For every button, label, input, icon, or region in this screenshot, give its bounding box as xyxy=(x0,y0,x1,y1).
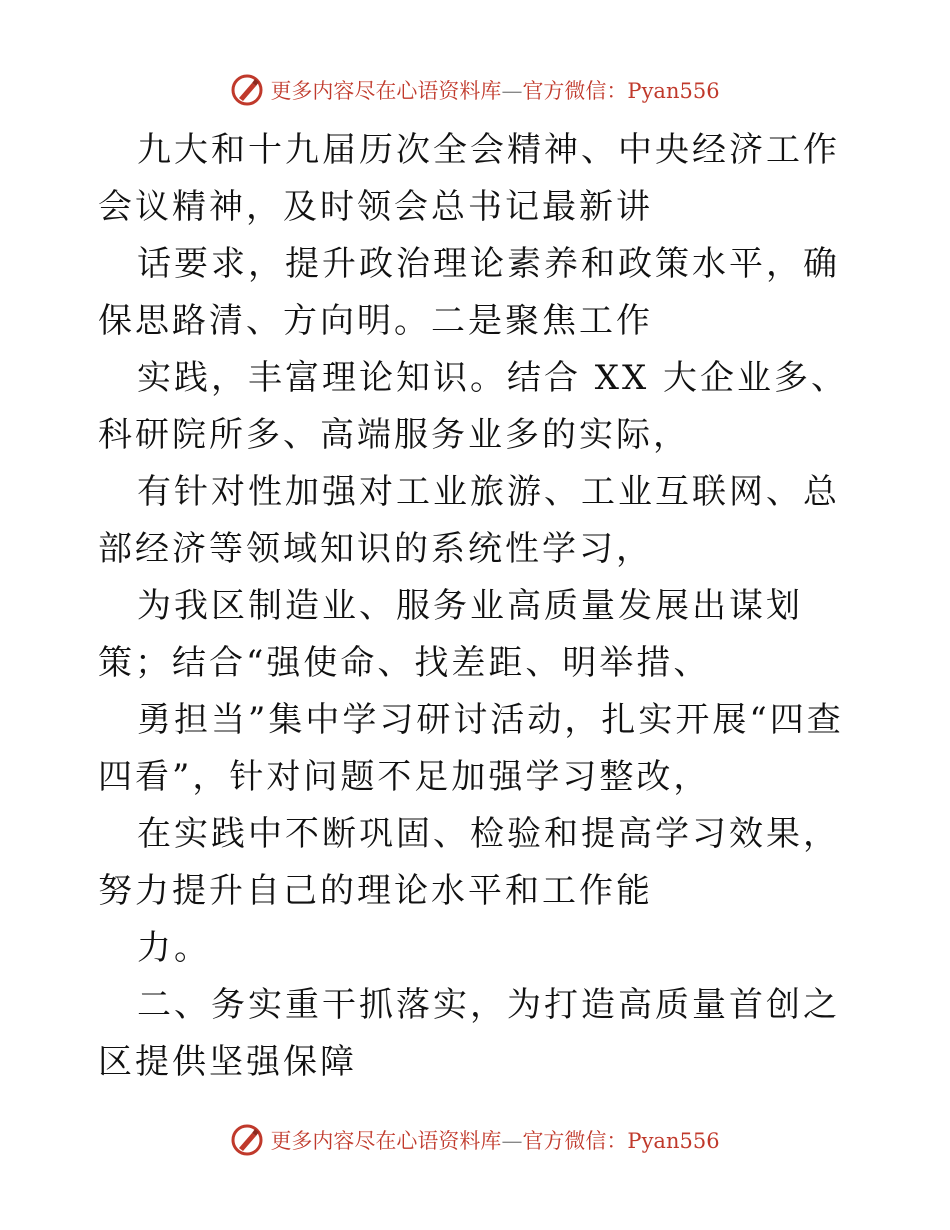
paragraph-4: 有针对性加强对工业旅游、工业互联网、总部经济等领域知识的系统性学习， xyxy=(98,472,840,569)
watermark-footer xyxy=(0,1120,950,1160)
pen-logo-icon xyxy=(230,1123,264,1157)
paragraph-2: 话要求，提升政治理论素养和政策水平，确保思路清、方向明。二是聚焦工作 xyxy=(98,244,840,341)
document-body xyxy=(98,122,858,1091)
paragraph-1: 九大和十九届历次全会精神、中央经济工作会议精神，及时领会总书记最新讲 xyxy=(98,130,840,227)
pen-logo-icon xyxy=(230,73,264,107)
watermark-text: 更多内容尽在心语资料库—官方微信：Pyan556 xyxy=(270,79,720,103)
watermark-text: 更多内容尽在心语资料库—官方微信：Pyan556 xyxy=(270,1129,720,1153)
watermark-header xyxy=(0,70,950,110)
paragraph-5: 为我区制造业、服务业高质量发展出谋划策；结合“强使命、找差距、明举措、 xyxy=(98,586,803,683)
paragraph-7: 在实践中不断巩固、检验和提高学习效果，努力提升自己的理论水平和工作能 xyxy=(98,814,840,911)
paragraph-8: 力。 xyxy=(137,928,211,968)
paragraph-3: 实践，丰富理论知识。结合 XX 大企业多、科研院所多、高端服务业多的实际， xyxy=(98,358,849,455)
section-heading: 二、务实重干抓落实，为打造高质量首创之区提供坚强保障 xyxy=(98,985,840,1082)
paragraph-6: 勇担当”集中学习研讨活动，扎实开展“四查四看”，针对问题不足加强学习整改， xyxy=(98,700,844,797)
